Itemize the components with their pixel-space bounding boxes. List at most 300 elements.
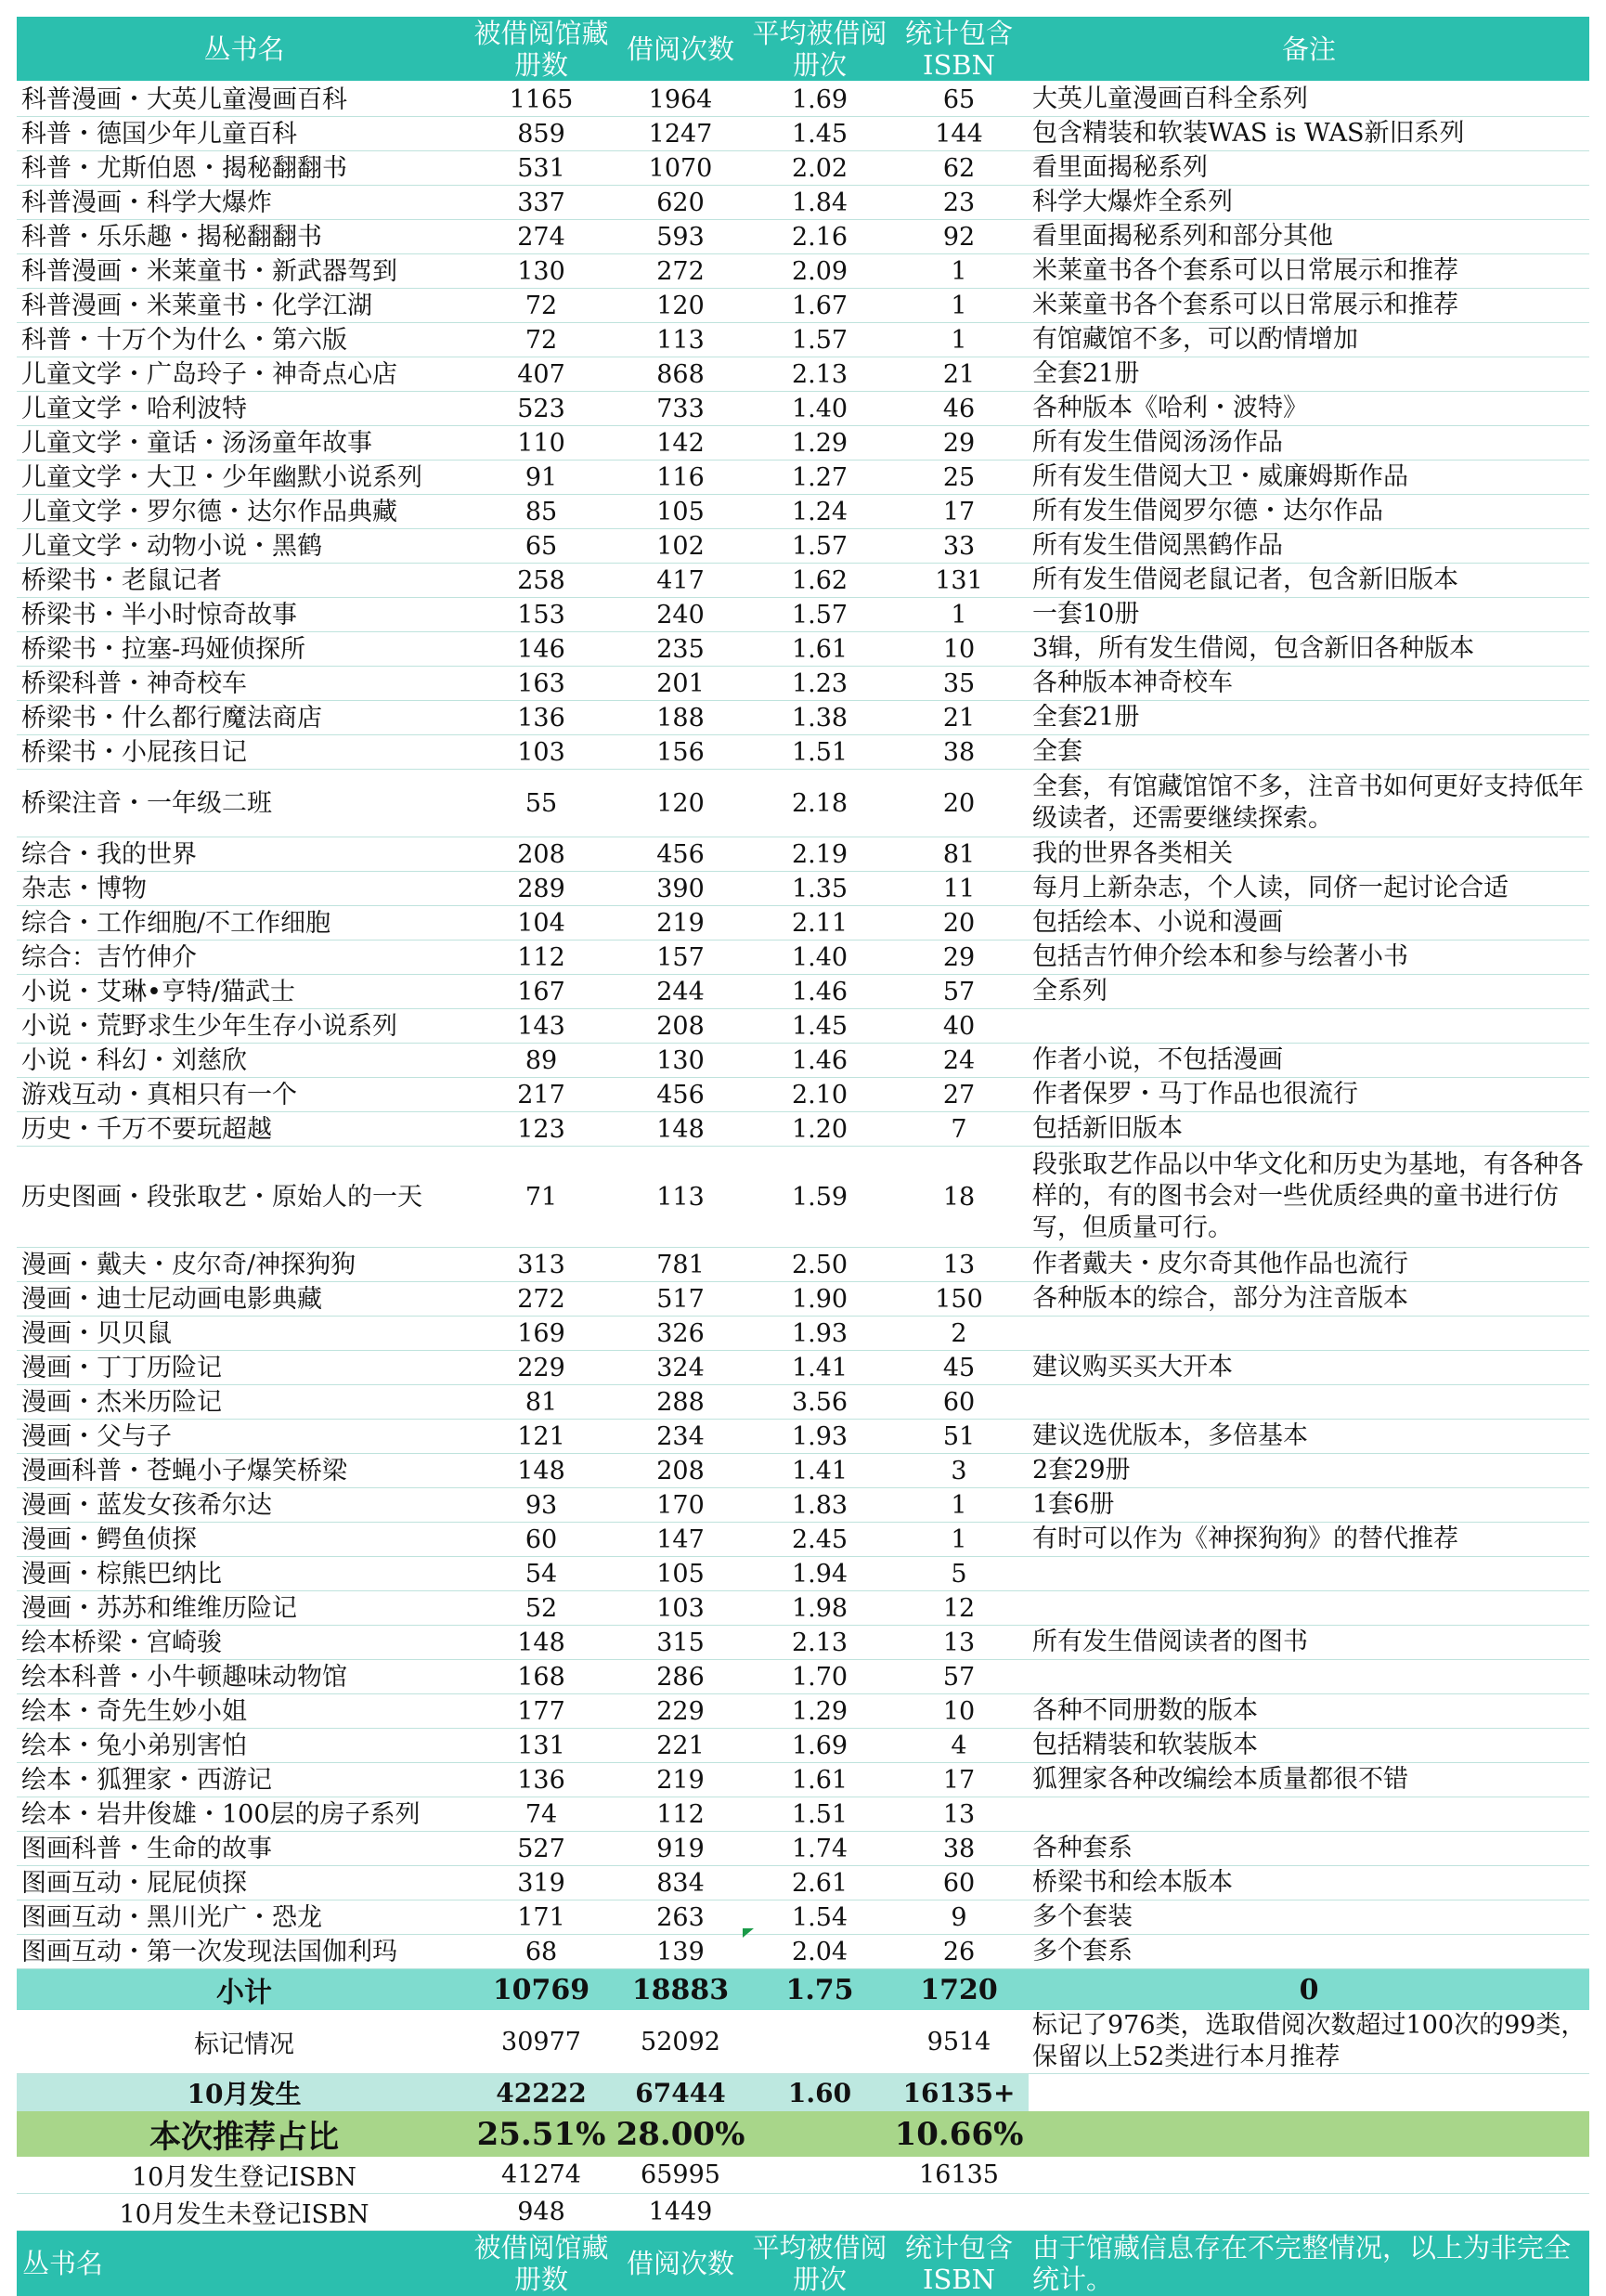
isbn-cell: 13 [889, 1248, 1029, 1282]
series-name-cell: 历史图画・段张取艺・原始人的一天 [17, 1147, 472, 1248]
holdings-cell: 523 [472, 392, 611, 426]
note-cell [1029, 1557, 1589, 1591]
ratio-note [1029, 2111, 1589, 2157]
october-average: 1.60 [750, 2074, 889, 2112]
isbn-cell: 81 [889, 837, 1029, 872]
table-row [17, 1591, 1589, 1626]
holdings-cell: 171 [472, 1900, 611, 1935]
average-cell: 2.13 [750, 1626, 889, 1660]
isbn-cell: 131 [889, 564, 1029, 598]
ratio-average [750, 2111, 889, 2157]
average-cell: 1.57 [750, 598, 889, 632]
note-cell: 建议选优版本，多倍基本 [1029, 1420, 1589, 1454]
holdings-cell: 167 [472, 975, 611, 1009]
loans-cell: 919 [611, 1832, 750, 1866]
unregistered-note [1029, 2194, 1589, 2231]
isbn-cell: 11 [889, 872, 1029, 906]
holdings-cell: 289 [472, 872, 611, 906]
holdings-cell: 110 [472, 426, 611, 460]
october-loans: 67444 [611, 2074, 750, 2112]
holdings-cell: 52 [472, 1591, 611, 1626]
loans-cell: 1247 [611, 117, 750, 151]
holdings-cell: 112 [472, 940, 611, 975]
subtotal-label: 小计 [17, 1969, 472, 2011]
loans-cell: 326 [611, 1317, 750, 1351]
average-cell: 1.40 [750, 940, 889, 975]
isbn-cell: 10 [889, 632, 1029, 667]
loans-cell: 113 [611, 1147, 750, 1248]
note-cell: 各种版本神奇校车 [1029, 667, 1589, 701]
loans-cell: 221 [611, 1729, 750, 1763]
loans-cell: 234 [611, 1420, 750, 1454]
series-name-cell: 综合・我的世界 [17, 837, 472, 872]
holdings-cell: 72 [472, 289, 611, 323]
note-cell [1029, 1317, 1589, 1351]
average-cell: 2.04 [750, 1935, 889, 1969]
table-row [17, 906, 1589, 940]
holdings-cell: 54 [472, 1557, 611, 1591]
note-cell: 我的世界各类相关 [1029, 837, 1589, 872]
isbn-cell: 23 [889, 186, 1029, 220]
holdings-cell: 65 [472, 529, 611, 564]
note-cell: 有时可以作为《神探狗狗》的替代推荐 [1029, 1523, 1589, 1557]
table-row [17, 357, 1589, 392]
isbn-cell: 21 [889, 701, 1029, 735]
loans-cell: 156 [611, 735, 750, 770]
loans-cell: 733 [611, 392, 750, 426]
loans-cell: 139 [611, 1935, 750, 1969]
note-cell: 作者保罗・马丁作品也很流行 [1029, 1078, 1589, 1112]
series-name-cell: 绘本・兔小弟别害怕 [17, 1729, 472, 1763]
holdings-cell: 60 [472, 1523, 611, 1557]
note-cell: 包含精装和软装WAS is WAS新旧系列 [1029, 117, 1589, 151]
isbn-cell: 3 [889, 1454, 1029, 1488]
loans-cell: 517 [611, 1282, 750, 1317]
unregistered-loans: 1449 [611, 2194, 750, 2231]
holdings-cell: 153 [472, 598, 611, 632]
subtotal-holdings: 10769 [472, 1969, 611, 2011]
loans-cell: 593 [611, 220, 750, 254]
header-loans: 借阅次数 [611, 17, 750, 82]
note-cell: 2套29册 [1029, 1454, 1589, 1488]
series-name-cell: 漫画・贝贝鼠 [17, 1317, 472, 1351]
loans-cell: 113 [611, 323, 750, 357]
registered-isbn: 16135 [889, 2157, 1029, 2194]
registered-label: 10月发生登记ISBN [17, 2157, 472, 2194]
marked-note: 标记了976类，选取借阅次数超过100次的99类，保留以上52类进行本月推荐 [1029, 2010, 1589, 2074]
holdings-cell: 272 [472, 1282, 611, 1317]
loans-cell: 324 [611, 1351, 750, 1385]
series-name-cell: 儿童文学・哈利波特 [17, 392, 472, 426]
note-cell: 所有发生借阅读者的图书 [1029, 1626, 1589, 1660]
note-cell: 3辑，所有发生借阅，包含新旧各种版本 [1029, 632, 1589, 667]
holdings-cell: 68 [472, 1935, 611, 1969]
loans-cell: 868 [611, 357, 750, 392]
holdings-cell: 407 [472, 357, 611, 392]
average-cell: 1.98 [750, 1591, 889, 1626]
footer-average: 平均被借阅册次 [750, 2231, 889, 2296]
series-name-cell: 桥梁书・拉塞-玛娅侦探所 [17, 632, 472, 667]
isbn-cell: 17 [889, 495, 1029, 529]
isbn-cell: 1 [889, 323, 1029, 357]
note-cell [1029, 1591, 1589, 1626]
isbn-cell: 26 [889, 1935, 1029, 1969]
note-cell: 有馆藏馆不多，可以酌情增加 [1029, 323, 1589, 357]
isbn-cell: 62 [889, 151, 1029, 186]
average-cell: 1.84 [750, 186, 889, 220]
isbn-cell: 57 [889, 1660, 1029, 1694]
table-row [17, 1660, 1589, 1694]
holdings-cell: 859 [472, 117, 611, 151]
table-row [17, 186, 1589, 220]
table-row [17, 151, 1589, 186]
average-cell: 1.93 [750, 1317, 889, 1351]
holdings-cell: 103 [472, 735, 611, 770]
loans-cell: 170 [611, 1488, 750, 1523]
table-row [17, 1351, 1589, 1385]
holdings-cell: 313 [472, 1248, 611, 1282]
holdings-cell: 148 [472, 1626, 611, 1660]
holdings-cell: 93 [472, 1488, 611, 1523]
table-row [17, 392, 1589, 426]
series-name-cell: 儿童文学・罗尔德・达尔作品典藏 [17, 495, 472, 529]
isbn-cell: 29 [889, 426, 1029, 460]
table-row [17, 1420, 1589, 1454]
holdings-cell: 337 [472, 186, 611, 220]
average-cell: 1.59 [750, 1147, 889, 1248]
average-cell: 1.41 [750, 1454, 889, 1488]
note-cell: 全套 [1029, 735, 1589, 770]
table-row [17, 289, 1589, 323]
note-cell: 全系列 [1029, 975, 1589, 1009]
note-cell: 每月上新杂志，个人读，同侪一起讨论合适 [1029, 872, 1589, 906]
isbn-cell: 18 [889, 1147, 1029, 1248]
series-name-cell: 漫画・父与子 [17, 1420, 472, 1454]
isbn-cell: 13 [889, 1797, 1029, 1832]
loans-cell: 240 [611, 598, 750, 632]
table-row [17, 770, 1589, 837]
isbn-cell: 40 [889, 1009, 1029, 1044]
header-row [17, 17, 1589, 82]
table-row [17, 117, 1589, 151]
marked-label: 标记情况 [17, 2010, 472, 2074]
holdings-cell: 130 [472, 254, 611, 289]
october-isbn: 16135+ [889, 2074, 1029, 2112]
isbn-cell: 12 [889, 1591, 1029, 1626]
note-cell: 包括新旧版本 [1029, 1112, 1589, 1147]
loans-cell: 103 [611, 1591, 750, 1626]
footer-header-row [17, 2231, 1589, 2296]
average-cell: 1.38 [750, 701, 889, 735]
series-name-cell: 儿童文学・广岛玲子・神奇点心店 [17, 357, 472, 392]
loans-cell: 286 [611, 1660, 750, 1694]
series-name-cell: 绘本・奇先生妙小姐 [17, 1694, 472, 1729]
series-name-cell: 综合・工作细胞/不工作细胞 [17, 906, 472, 940]
series-name-cell: 图画互动・第一次发现法国伽利玛 [17, 1935, 472, 1969]
header-isbn: 统计包含ISBN [889, 17, 1029, 82]
note-cell: 建议购买买大开本 [1029, 1351, 1589, 1385]
average-cell: 1.45 [750, 1009, 889, 1044]
table-row [17, 1866, 1589, 1900]
holdings-cell: 72 [472, 323, 611, 357]
holdings-cell: 136 [472, 701, 611, 735]
isbn-cell: 38 [889, 735, 1029, 770]
holdings-cell: 74 [472, 1797, 611, 1832]
table-body [17, 82, 1589, 1969]
holdings-cell: 55 [472, 770, 611, 837]
isbn-cell: 92 [889, 220, 1029, 254]
isbn-cell: 29 [889, 940, 1029, 975]
average-cell: 1.61 [750, 1763, 889, 1797]
note-cell: 全套21册 [1029, 357, 1589, 392]
holdings-cell: 85 [472, 495, 611, 529]
table-row [17, 1900, 1589, 1935]
series-name-cell: 历史・千万不要玩超越 [17, 1112, 472, 1147]
note-cell [1029, 1660, 1589, 1694]
note-cell: 全套21册 [1029, 701, 1589, 735]
series-name-cell: 综合：吉竹伸介 [17, 940, 472, 975]
table-row [17, 1797, 1589, 1832]
table-row [17, 254, 1589, 289]
average-cell: 1.46 [750, 975, 889, 1009]
average-cell: 1.69 [750, 82, 889, 117]
average-cell: 2.13 [750, 357, 889, 392]
loans-cell: 130 [611, 1044, 750, 1078]
isbn-cell: 45 [889, 1351, 1029, 1385]
isbn-cell: 2 [889, 1317, 1029, 1351]
series-name-cell: 漫画・杰米历险记 [17, 1385, 472, 1420]
series-name-cell: 科普漫画・米莱童书・新武器驾到 [17, 254, 472, 289]
table-row [17, 1454, 1589, 1488]
average-cell: 1.90 [750, 1282, 889, 1317]
ratio-row [17, 2111, 1589, 2157]
table-row [17, 1763, 1589, 1797]
note-cell: 所有发生借阅大卫・威廉姆斯作品 [1029, 460, 1589, 495]
unregistered-holdings: 948 [472, 2194, 611, 2231]
average-cell: 1.57 [750, 323, 889, 357]
loans-cell: 188 [611, 701, 750, 735]
isbn-cell: 1 [889, 254, 1029, 289]
loans-cell: 781 [611, 1248, 750, 1282]
series-name-cell: 漫画・棕熊巴纳比 [17, 1557, 472, 1591]
note-cell: 科学大爆炸全系列 [1029, 186, 1589, 220]
average-cell: 1.51 [750, 1797, 889, 1832]
average-cell: 1.54 [750, 1900, 889, 1935]
table-row [17, 1317, 1589, 1351]
holdings-cell: 169 [472, 1317, 611, 1351]
note-cell [1029, 1385, 1589, 1420]
loans-cell: 120 [611, 770, 750, 837]
table-row [17, 975, 1589, 1009]
series-name-cell: 杂志・博物 [17, 872, 472, 906]
subtotal-isbn: 1720 [889, 1969, 1029, 2011]
table-row [17, 1385, 1589, 1420]
series-name-cell: 科普・十万个为什么・第六版 [17, 323, 472, 357]
holdings-cell: 121 [472, 1420, 611, 1454]
subtotal-row [17, 1969, 1589, 2011]
series-name-cell: 桥梁注音・一年级二班 [17, 770, 472, 837]
holdings-cell: 123 [472, 1112, 611, 1147]
average-cell: 1.29 [750, 426, 889, 460]
note-cell: 所有发生借阅汤汤作品 [1029, 426, 1589, 460]
holdings-cell: 177 [472, 1694, 611, 1729]
average-cell: 1.24 [750, 495, 889, 529]
isbn-cell: 57 [889, 975, 1029, 1009]
table-row [17, 82, 1589, 117]
header-holdings: 被借阅馆藏册数 [472, 17, 611, 82]
holdings-cell: 229 [472, 1351, 611, 1385]
isbn-cell: 1 [889, 1523, 1029, 1557]
table-row [17, 701, 1589, 735]
table-row [17, 632, 1589, 667]
average-cell: 2.10 [750, 1078, 889, 1112]
marked-average [750, 2010, 889, 2074]
holdings-cell: 208 [472, 837, 611, 872]
loans-cell: 288 [611, 1385, 750, 1420]
unregistered-average [750, 2194, 889, 2231]
isbn-cell: 38 [889, 1832, 1029, 1866]
average-cell: 1.23 [750, 667, 889, 701]
loans-cell: 147 [611, 1523, 750, 1557]
table-row [17, 1282, 1589, 1317]
isbn-cell: 27 [889, 1078, 1029, 1112]
ratio-holdings: 25.51% [472, 2111, 611, 2157]
subtotal-note: 0 [1029, 1969, 1589, 2011]
isbn-cell: 21 [889, 357, 1029, 392]
loans-cell: 201 [611, 667, 750, 701]
loans-cell: 112 [611, 1797, 750, 1832]
table-row [17, 426, 1589, 460]
series-name-cell: 科普漫画・米莱童书・化学江湖 [17, 289, 472, 323]
note-cell [1029, 1797, 1589, 1832]
note-cell: 各种版本《哈利・波特》 [1029, 392, 1589, 426]
holdings-cell: 258 [472, 564, 611, 598]
isbn-cell: 65 [889, 82, 1029, 117]
series-name-cell: 小说・科幻・刘慈欣 [17, 1044, 472, 1078]
average-cell: 2.18 [750, 770, 889, 837]
holdings-cell: 71 [472, 1147, 611, 1248]
holdings-cell: 136 [472, 1763, 611, 1797]
table-row [17, 940, 1589, 975]
note-cell: 作者戴夫・皮尔奇其他作品也流行 [1029, 1248, 1589, 1282]
note-cell: 多个套系 [1029, 1935, 1589, 1969]
loans-cell: 834 [611, 1866, 750, 1900]
series-name-cell: 漫画科普・苍蝇小子爆笑桥梁 [17, 1454, 472, 1488]
holdings-cell: 163 [472, 667, 611, 701]
table-row [17, 1147, 1589, 1248]
loans-cell: 456 [611, 837, 750, 872]
series-name-cell: 桥梁书・半小时惊奇故事 [17, 598, 472, 632]
average-cell: 1.51 [750, 735, 889, 770]
note-cell [1029, 1009, 1589, 1044]
isbn-cell: 1 [889, 1488, 1029, 1523]
unregistered-row [17, 2194, 1589, 2231]
loans-cell: 263 [611, 1900, 750, 1935]
holdings-cell: 168 [472, 1660, 611, 1694]
loans-cell: 390 [611, 872, 750, 906]
holdings-cell: 274 [472, 220, 611, 254]
table-row [17, 220, 1589, 254]
holdings-cell: 91 [472, 460, 611, 495]
footer-series-name: 丛书名 [17, 2231, 472, 2296]
table-row [17, 1044, 1589, 1078]
note-cell: 狐狸家各种改编绘本质量都很不错 [1029, 1763, 1589, 1797]
holdings-cell: 146 [472, 632, 611, 667]
note-cell: 所有发生借阅罗尔德・达尔作品 [1029, 495, 1589, 529]
series-name-cell: 儿童文学・大卫・少年幽默小说系列 [17, 460, 472, 495]
series-name-cell: 桥梁科普・神奇校车 [17, 667, 472, 701]
series-name-cell: 桥梁书・小屁孩日记 [17, 735, 472, 770]
average-cell: 2.50 [750, 1248, 889, 1282]
average-cell: 1.57 [750, 529, 889, 564]
series-name-cell: 图画科普・生命的故事 [17, 1832, 472, 1866]
average-cell: 1.61 [750, 632, 889, 667]
isbn-cell: 51 [889, 1420, 1029, 1454]
marked-holdings: 30977 [472, 2010, 611, 2074]
note-cell: 多个套装 [1029, 1900, 1589, 1935]
holdings-cell: 531 [472, 151, 611, 186]
loans-cell: 620 [611, 186, 750, 220]
table-row [17, 1626, 1589, 1660]
isbn-cell: 25 [889, 460, 1029, 495]
table-row [17, 1729, 1589, 1763]
table-row [17, 1248, 1589, 1282]
series-name-cell: 漫画・苏苏和维维历险记 [17, 1591, 472, 1626]
isbn-cell: 9 [889, 1900, 1029, 1935]
table-row [17, 1112, 1589, 1147]
series-name-cell: 小说・荒野求生少年生存小说系列 [17, 1009, 472, 1044]
table-row [17, 1009, 1589, 1044]
table-row [17, 1523, 1589, 1557]
table-row [17, 1694, 1589, 1729]
october-note [1029, 2074, 1589, 2112]
holdings-cell: 131 [472, 1729, 611, 1763]
table-row [17, 564, 1589, 598]
average-cell: 2.61 [750, 1866, 889, 1900]
series-name-cell: 科普・德国少年儿童百科 [17, 117, 472, 151]
registered-row [17, 2157, 1589, 2194]
series-name-cell: 科普・尤斯伯恩・揭秘翻翻书 [17, 151, 472, 186]
loans-cell: 456 [611, 1078, 750, 1112]
footer-holdings: 被借阅馆藏册数 [472, 2231, 611, 2296]
table-row [17, 495, 1589, 529]
registered-note [1029, 2157, 1589, 2194]
note-cell: 一套10册 [1029, 598, 1589, 632]
isbn-cell: 33 [889, 529, 1029, 564]
average-cell: 2.09 [750, 254, 889, 289]
table-row [17, 1557, 1589, 1591]
average-cell: 1.29 [750, 1694, 889, 1729]
loans-cell: 208 [611, 1454, 750, 1488]
holdings-cell: 527 [472, 1832, 611, 1866]
loans-cell: 417 [611, 564, 750, 598]
average-cell: 2.45 [750, 1523, 889, 1557]
october-label: 10月发生 [17, 2074, 472, 2112]
ratio-loans: 28.00% [611, 2111, 750, 2157]
ratio-isbn: 10.66% [889, 2111, 1029, 2157]
isbn-cell: 20 [889, 770, 1029, 837]
average-cell: 1.94 [750, 1557, 889, 1591]
note-cell: 1套6册 [1029, 1488, 1589, 1523]
note-cell: 米莱童书各个套系可以日常展示和推荐 [1029, 289, 1589, 323]
note-cell: 各种版本的综合，部分为注音版本 [1029, 1282, 1589, 1317]
loans-cell: 120 [611, 289, 750, 323]
isbn-cell: 17 [889, 1763, 1029, 1797]
series-name-cell: 绘本・狐狸家・西游记 [17, 1763, 472, 1797]
table-row [17, 323, 1589, 357]
average-cell: 1.46 [750, 1044, 889, 1078]
registered-holdings: 41274 [472, 2157, 611, 2194]
